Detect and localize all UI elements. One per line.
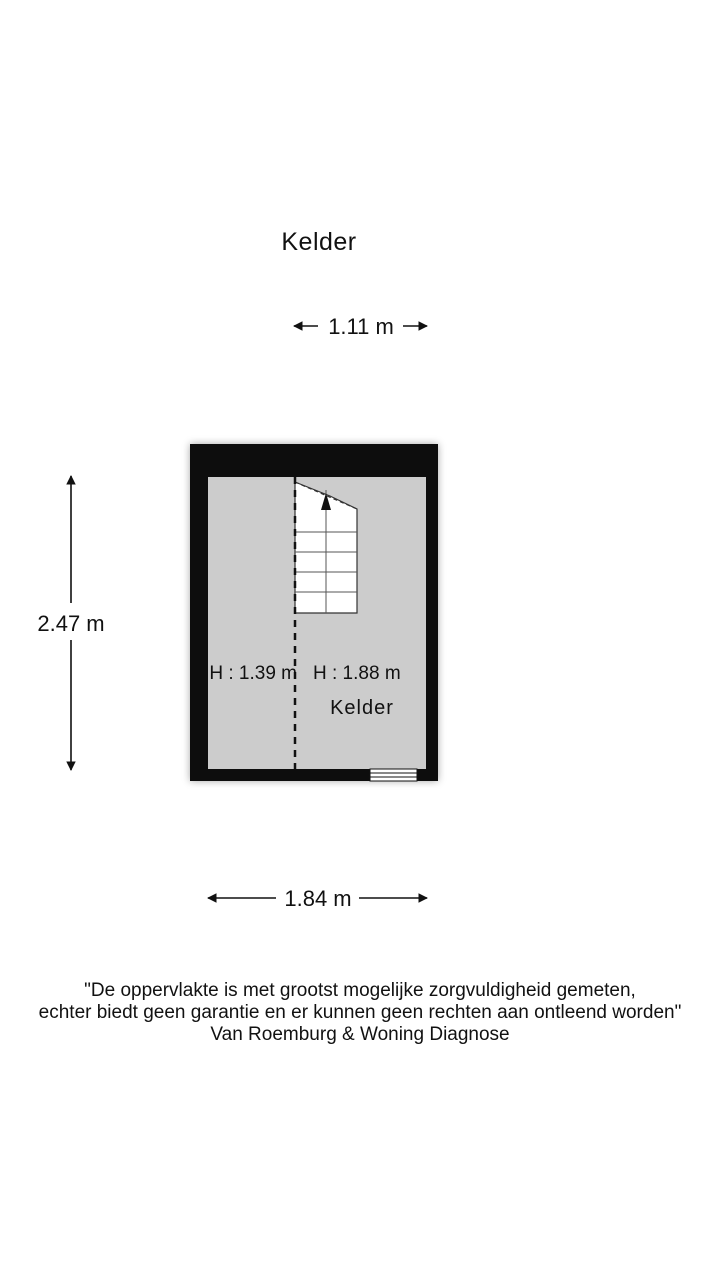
bottom-width-label: 1.84 m — [284, 886, 352, 911]
floor-title: Kelder — [281, 228, 357, 256]
disclaimer-line-1: "De oppervlakte is met grootst mogelijke zorgvuldigheid gemeten, — [84, 980, 636, 1001]
disclaimer-line-3: Van Roemburg & Woning Diagnose — [210, 1024, 510, 1045]
top-width-label: 1.11 m — [328, 314, 394, 339]
disclaimer-line-2: echter biedt geen garantie en er kunnen geen rechten aan ontleend worden" — [38, 1002, 682, 1023]
room-name-label: Kelder — [330, 697, 394, 719]
left-height-dimension — [37, 476, 104, 770]
room-height-right-label: H : 1.88 m — [313, 663, 401, 684]
disclaimer — [0, 980, 720, 1046]
bottom-width-dimension — [208, 886, 427, 911]
room-height-left-label: H : 1.39 m — [209, 663, 297, 684]
window — [370, 769, 417, 781]
left-height-label: 2.47 m — [37, 611, 105, 636]
top-width-dimension — [294, 314, 427, 339]
